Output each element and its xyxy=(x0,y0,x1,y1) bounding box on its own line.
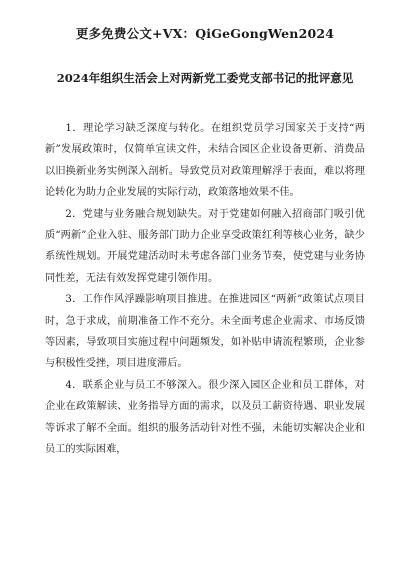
document-body xyxy=(45,118,365,461)
paragraph-1: 1．理论学习缺乏深度与转化。在组织党员学习国家关于支持“两新”发展政策时，仅简单宣读文件，未结合园区企业设备更新、消费品以旧换新业务实例深入剖析。导致党员对政策理解浮于表面，难以将理论转化为助力企业发展的实际行动，政策落地效果不佳。 xyxy=(45,123,365,199)
paragraph-2: 2．党建与业务融合规划缺失。对于党建如何融入招商部门吸引优质“两新”企业入驻、服务部门助力企业享受政策红利等核心业务，缺少系统性规划。开展党建活动时未考虑各部门业务节奏，使党建与业务协同性差，无法有效发挥党建引领作用。 xyxy=(45,208,365,284)
document-title: 2024年组织生活会上对两新党工委党支部书记的批评意见 xyxy=(56,71,354,85)
document-header: 更多免费公文+VX：QiGeGongWen2024 xyxy=(75,26,335,41)
paragraph-3: 3．工作作风浮躁影响项目推进。在推进园区“两新”政策试点项目时，急于求成，前期准备工作不充分。未全面考虑企业需求、市场反馈等因素，导致项目实施过程中问题频发，如补贴申请流程繁琐，企业参与积极性受挫，项目进度滞后。 xyxy=(45,294,365,370)
paragraph-4: 4．联系企业与员工不够深入。很少深入园区企业和员工群体，对企业在政策解读、业务指导方面的需求，以及员工薪资待遇、职业发展等诉求了解不全面。组织的服务活动针对性不强，未能切实解决企业和员工的实际困难， xyxy=(45,379,365,456)
